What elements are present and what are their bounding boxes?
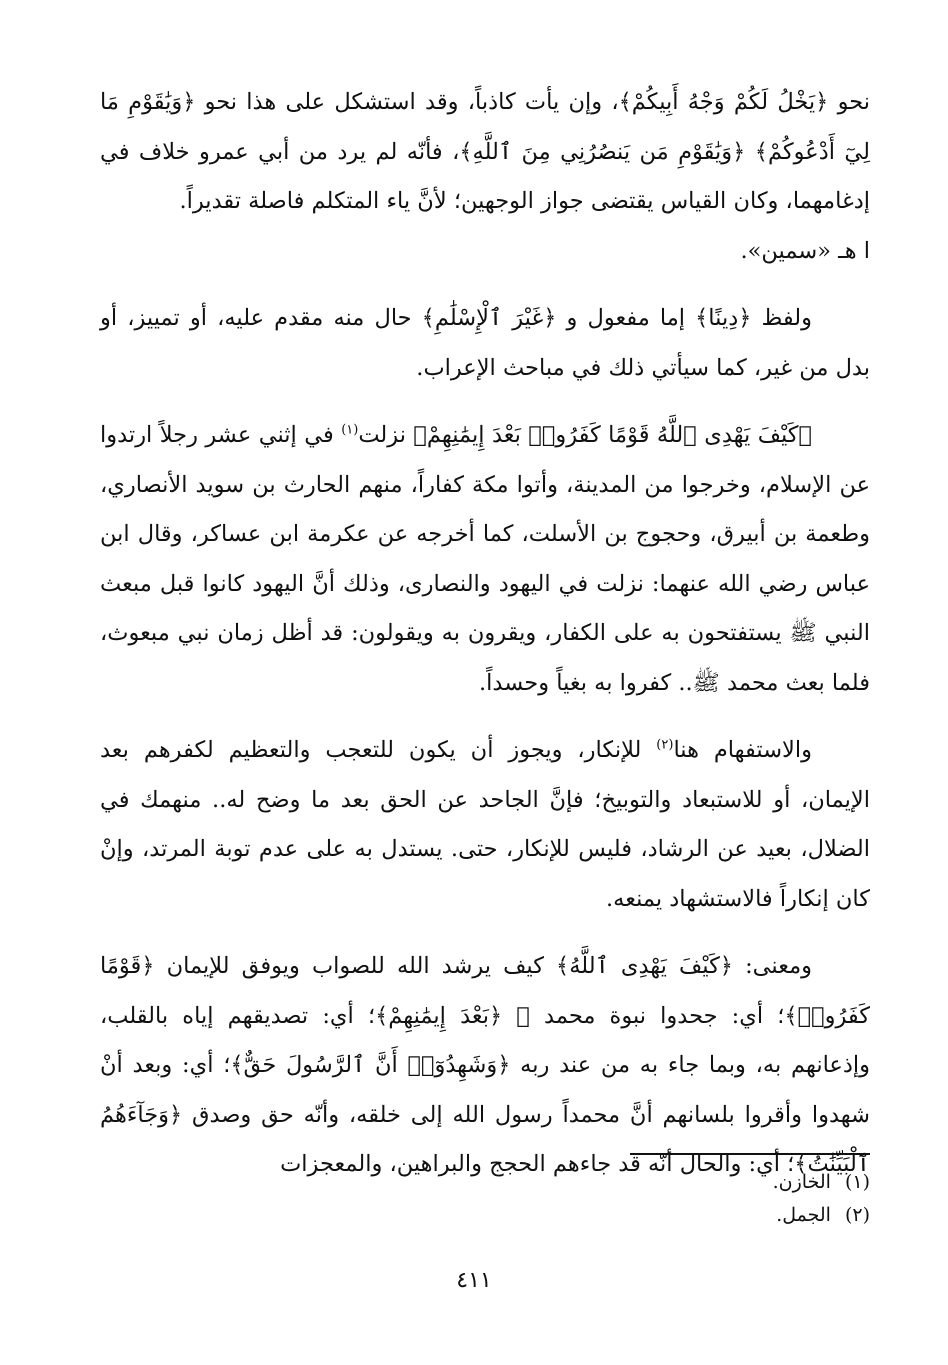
paragraph-2	[100, 294, 870, 393]
footnotes	[470, 1166, 870, 1232]
paragraph-2-text: ولفظ ﴿دِينًا﴾ إما مفعول و ﴿غَيْرَ ٱلْإِسْلَٰمِ﴾ حال منه مقدم عليه، أو تمييز، أو بدل من غير، كما سيأتي ذلك في مباحث الإعراب.	[100, 305, 870, 381]
page-number: ٤١١	[456, 1268, 492, 1293]
paragraph-4	[100, 726, 870, 924]
paragraph-4-text-before: والاستفهام هنا	[673, 737, 812, 763]
footnote-2-text: الجمل.	[776, 1204, 831, 1226]
footnote-divider	[630, 1153, 870, 1155]
paragraph-1-signature: ا هـ «سمين».	[740, 237, 870, 264]
footnote-1-text: الخازن.	[772, 1171, 831, 1193]
paragraph-5-text: ومعنى: ﴿كَيْفَ يَهْدِى ٱللَّهُ﴾ كيف يرشد الله للصواب ويوفق للإيمان ﴿قَوْمًا كَفَرُوا۟﴾؛ أي: جحدوا نبوة محمد ﷺ ﴿بَعْدَ إِيمَٰنِهِمْ﴾؛ أي: تصديقهم إياه بالقلب، وإذعانهم به، وبما جاء به من عند ربه ﴿وَشَهِدُوٓا۟ أَنَّ ٱلرَّسُولَ حَقٌّ﴾؛ أي: وبعد أنْ شهدوا وأقروا بلسانهم أنَّ محمداً رسول الله إلى خلقه، وأنّه حق وصدق ﴿وَجَآءَهُمُ ٱلْبَيِّنَٰتُ﴾؛ أي: والحال أنّه قد جاءهم الحجج والبراهين، والمعجزات	[100, 953, 870, 1177]
paragraph-4-text-after: للإنكار، ويجوز أن يكون للتعجب والتعظيم لكفرهم بعد الإيمان، أو للاستبعاد والتوبيخ؛ فإنَّ الجاحد عن الحق بعد ما وضح له.. منهمك في الضلال، بعيد عن الرشاد، فليس للإنكار، حتى. يستدل به على عدم توبة المرتد، وإنْ كان إنكاراً فالاستشهاد يمنعه.	[100, 737, 870, 912]
paragraph-1	[100, 78, 870, 276]
paragraph-3	[100, 411, 870, 708]
footnote-1	[470, 1166, 870, 1199]
footnote-2	[470, 1199, 870, 1232]
footnote-2-number: (٢)	[844, 1204, 870, 1226]
footnote-ref-2[interactable]: (٢)	[656, 737, 674, 753]
paragraph-3-text-before: ﴿كَيْفَ يَهْدِى ٱللَّهُ قَوْمًا كَفَرُوا۟ بَعْدَ إِيمَٰنِهِمْ﴾ نزلت	[358, 422, 812, 448]
page-body	[100, 78, 870, 1190]
paragraph-1-text: نحو ﴿يَخْلُ لَكُمْ وَجْهُ أَبِيكُمْ﴾، وإن يأت كاذباً، وقد استشكل على هذا نحو ﴿وَيَٰقَوْمِ مَا لِيٓ أَدْعُوكُمْ﴾ ﴿وَيَٰقَوْمِ مَن يَنصُرُنِي مِنَ ٱللَّهِ﴾، فأنّه لم يرد من أبي عمرو خلاف في إدغامهما، وكان القياس يقتضى جواز الوجهين؛ لأنَّ ياء المتكلم فاصلة تقديراً.	[100, 89, 870, 214]
footnote-ref-1[interactable]: (١)	[341, 422, 359, 438]
paragraph-3-text-after: في إثني عشر رجلاً ارتدوا عن الإسلام، وخرجوا من المدينة، وأتوا مكة كفاراً، منهم الحارث بن سويد الأنصاري، وطعمة بن أبيرق، وحجوج بن الأسلت، كما أخرجه عن عكرمة ابن عساكر، وقال ابن عباس رضي الله عنهما: نزلت في اليهود والنصارى، وذلك أنَّ اليهود كانوا قبل مبعث النبي ﷺ يستفتحون به على الكفار، ويقرون به ويقولون: قد أظل زمان نبي مبعوث، فلما بعث محمد ﷺ.. كفروا به بغياً وحسداً.	[100, 422, 870, 696]
footnote-1-number: (١)	[844, 1171, 870, 1193]
